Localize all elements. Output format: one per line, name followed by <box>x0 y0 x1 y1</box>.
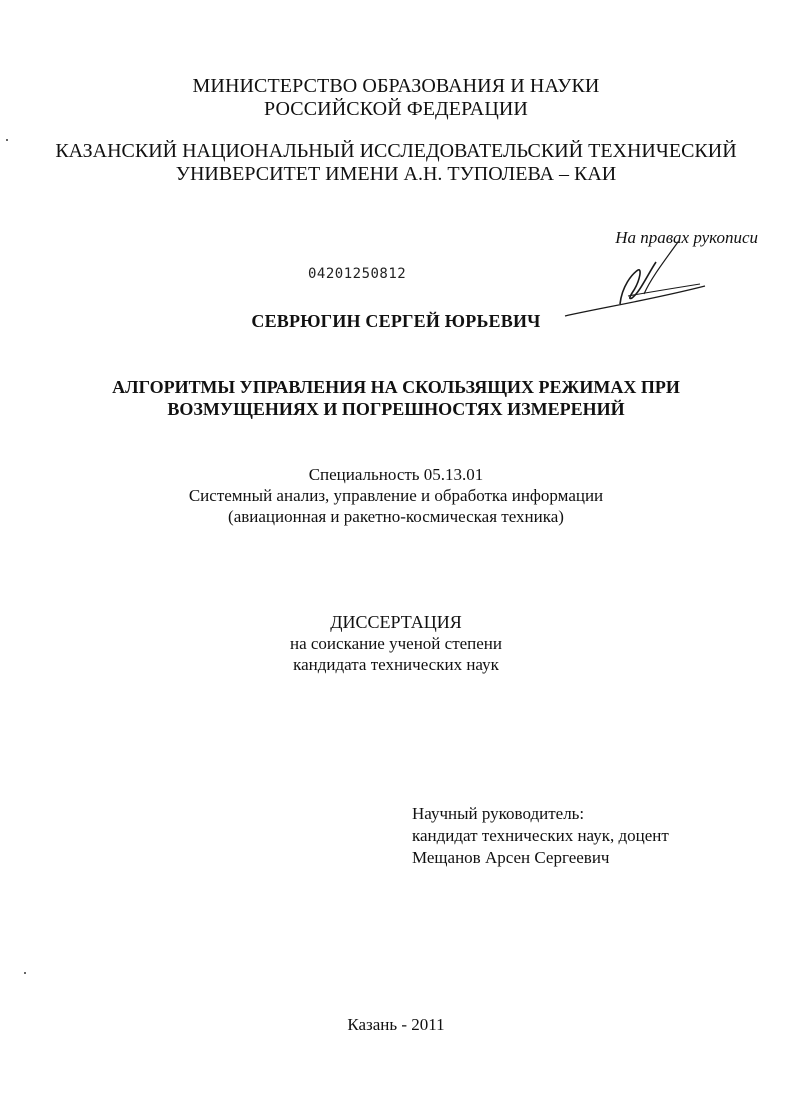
university-header <box>0 140 792 186</box>
supervisor-credentials: кандидат технических наук, доцент <box>412 826 669 845</box>
university-line-1: КАЗАНСКИЙ НАЦИОНАЛЬНЫЙ ИССЛЕДОВАТЕЛЬСКИЙ ТЕХНИЧЕСКИЙ <box>55 140 737 162</box>
author-name: СЕВРЮГИН СЕРГЕЙ ЮРЬЕВИЧ <box>251 311 541 331</box>
ministry-header <box>0 75 792 121</box>
specialty-block <box>0 464 792 527</box>
dissertation-degree: кандидата технических наук <box>293 655 499 674</box>
scan-speck <box>24 972 26 974</box>
supervisor-label: Научный руководитель: <box>412 804 585 823</box>
registration-number: 04201250812 <box>308 266 407 282</box>
specialty-field: (авиационная и ракетно-космическая техника) <box>228 507 564 526</box>
manuscript-note: На правах рукописи <box>615 228 758 247</box>
supervisor-name: Мещанов Арсен Сергеевич <box>412 848 610 867</box>
supervisor-block <box>412 803 669 869</box>
scan-speck <box>6 139 8 141</box>
dissertation-heading: ДИССЕРТАЦИЯ <box>330 612 462 632</box>
footer-city-year: Казань - 2011 <box>347 1015 445 1034</box>
title-line-2: ВОЗМУЩЕНИЯХ И ПОГРЕШНОСТЯХ ИЗМЕРЕНИЙ <box>167 399 625 419</box>
title-line-1: АЛГОРИТМЫ УПРАВЛЕНИЯ НА СКОЛЬЗЯЩИХ РЕЖИМАХ ПРИ <box>112 377 680 397</box>
dissertation-title <box>0 376 792 420</box>
specialty-name: Системный анализ, управление и обработка информации <box>188 486 604 505</box>
ministry-line-2: РОССИЙСКОЙ ФЕДЕРАЦИИ <box>264 98 528 120</box>
specialty-code: Специальность 05.13.01 <box>308 465 484 484</box>
ministry-line-1: МИНИСТЕРСТВО ОБРАЗОВАНИЯ И НАУКИ <box>192 75 600 97</box>
dissertation-purpose: на соискание ученой степени <box>289 634 503 653</box>
university-line-2: УНИВЕРСИТЕТ ИМЕНИ А.Н. ТУПОЛЕВА – КАИ <box>175 163 617 185</box>
dissertation-block <box>0 612 792 675</box>
